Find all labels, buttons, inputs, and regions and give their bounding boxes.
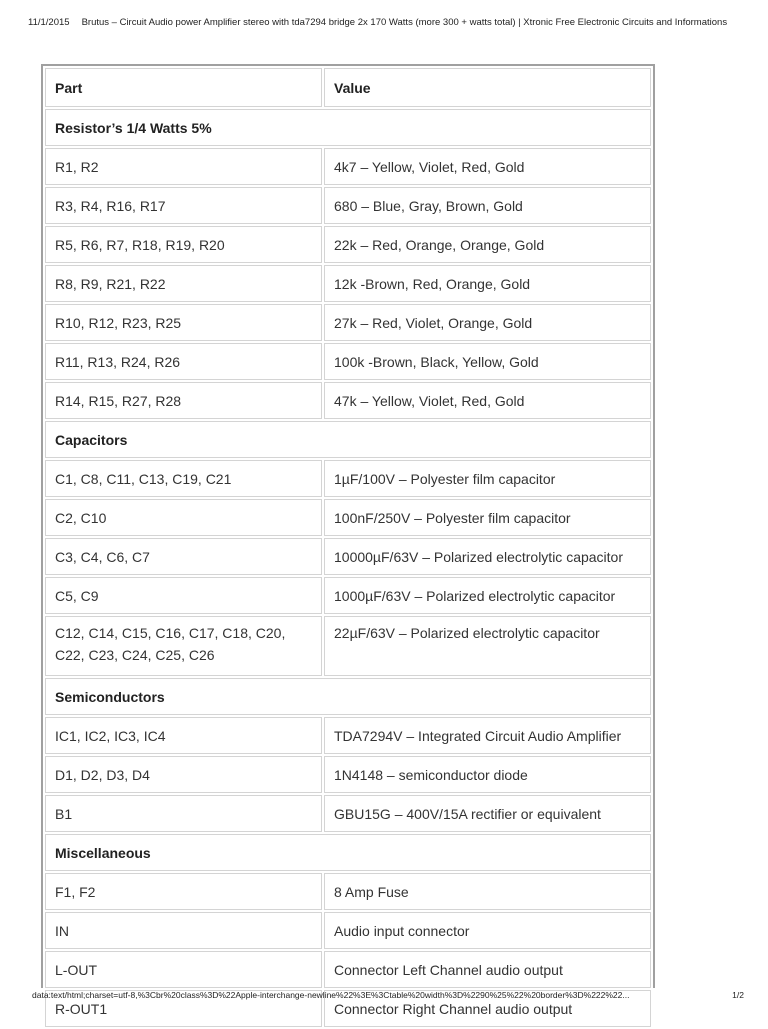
value-cell: 8 Amp Fuse <box>324 873 651 910</box>
table-row <box>45 148 651 185</box>
value-cell: 22µF/63V – Polarized electrolytic capacitor <box>324 616 651 676</box>
section-row <box>45 421 651 458</box>
print-header <box>28 17 748 28</box>
part-cell: R3, R4, R16, R17 <box>45 187 322 224</box>
table-row <box>45 873 651 910</box>
table-row <box>45 538 651 575</box>
print-footer <box>32 990 744 1000</box>
value-cell: 22k – Red, Orange, Orange, Gold <box>324 226 651 263</box>
table-row <box>45 304 651 341</box>
part-cell: C2, C10 <box>45 499 322 536</box>
value-cell: 4k7 – Yellow, Violet, Red, Gold <box>324 148 651 185</box>
part-cell: R10, R12, R23, R25 <box>45 304 322 341</box>
part-cell: C12, C14, C15, C16, C17, C18, C20, C22, C23, C24, C25, C26 <box>45 616 322 676</box>
part-cell: C1, C8, C11, C13, C19, C21 <box>45 460 322 497</box>
value-cell: 1µF/100V – Polyester film capacitor <box>324 460 651 497</box>
value-cell: 100k -Brown, Black, Yellow, Gold <box>324 343 651 380</box>
value-cell: 100nF/250V – Polyester film capacitor <box>324 499 651 536</box>
table-row <box>45 343 651 380</box>
value-cell: 1N4148 – semiconductor diode <box>324 756 651 793</box>
part-cell: R14, R15, R27, R28 <box>45 382 322 419</box>
section-row <box>45 109 651 146</box>
print-page-title: Brutus – Circuit Audio power Amplifier stereo with tda7294 bridge 2x 170 Watts (more 300 + watts total) | Xtronic Free Electronic Circuits and Informations <box>81 17 728 28</box>
section-title: Semiconductors <box>45 678 651 715</box>
print-url: data:text/html;charset=utf-8,%3Cbr%20class%3D%22Apple-interchange-newline%22%3E%3Ctable%20width%3D%2290%25%22%20border%3D%222%22... <box>32 990 630 1000</box>
value-cell: GBU15G – 400V/15A rectifier or equivalent <box>324 795 651 832</box>
part-cell: C5, C9 <box>45 577 322 614</box>
table-row <box>45 912 651 949</box>
part-cell: R8, R9, R21, R22 <box>45 265 322 302</box>
value-cell: TDA7294V – Integrated Circuit Audio Amplifier <box>324 717 651 754</box>
parts-table-body <box>45 68 651 1027</box>
table-row <box>45 795 651 832</box>
section-row <box>45 834 651 871</box>
part-cell: B1 <box>45 795 322 832</box>
part-cell: R5, R6, R7, R18, R19, R20 <box>45 226 322 263</box>
table-row <box>45 951 651 988</box>
part-cell: L-OUT <box>45 951 322 988</box>
section-title: Miscellaneous <box>45 834 651 871</box>
part-cell: IC1, IC2, IC3, IC4 <box>45 717 322 754</box>
parts-table <box>43 66 653 1029</box>
table-row <box>45 717 651 754</box>
page-number: 1/2 <box>732 990 744 1000</box>
value-cell: 1000µF/63V – Polarized electrolytic capacitor <box>324 577 651 614</box>
table-row <box>45 499 651 536</box>
section-title: Capacitors <box>45 421 651 458</box>
table-row <box>45 382 651 419</box>
table-row <box>45 265 651 302</box>
section-row <box>45 678 651 715</box>
value-cell: Connector Left Channel audio output <box>324 951 651 988</box>
table-row <box>45 756 651 793</box>
value-cell: 47k – Yellow, Violet, Red, Gold <box>324 382 651 419</box>
value-cell: Connector Right Channel audio output <box>324 990 651 1027</box>
value-cell: 12k -Brown, Red, Orange, Gold <box>324 265 651 302</box>
part-cell: R1, R2 <box>45 148 322 185</box>
part-cell: D1, D2, D3, D4 <box>45 756 322 793</box>
part-cell: R-OUT1 <box>45 990 322 1027</box>
value-cell: 10000µF/63V – Polarized electrolytic capacitor <box>324 538 651 575</box>
value-cell: 27k – Red, Violet, Orange, Gold <box>324 304 651 341</box>
section-title: Resistor’s 1/4 Watts 5% <box>45 109 651 146</box>
print-date: 11/1/2015 <box>28 17 70 28</box>
part-cell: C3, C4, C6, C7 <box>45 538 322 575</box>
part-cell: F1, F2 <box>45 873 322 910</box>
value-cell: 680 – Blue, Gray, Brown, Gold <box>324 187 651 224</box>
header-part: Part <box>45 68 322 107</box>
header-value: Value <box>324 68 651 107</box>
value-cell: Audio input connector <box>324 912 651 949</box>
part-cell: R11, R13, R24, R26 <box>45 343 322 380</box>
table-row <box>45 226 651 263</box>
table-row <box>45 460 651 497</box>
table-header-row <box>45 68 651 107</box>
table-row <box>45 616 651 676</box>
table-row <box>45 187 651 224</box>
part-cell: IN <box>45 912 322 949</box>
table-row <box>45 577 651 614</box>
